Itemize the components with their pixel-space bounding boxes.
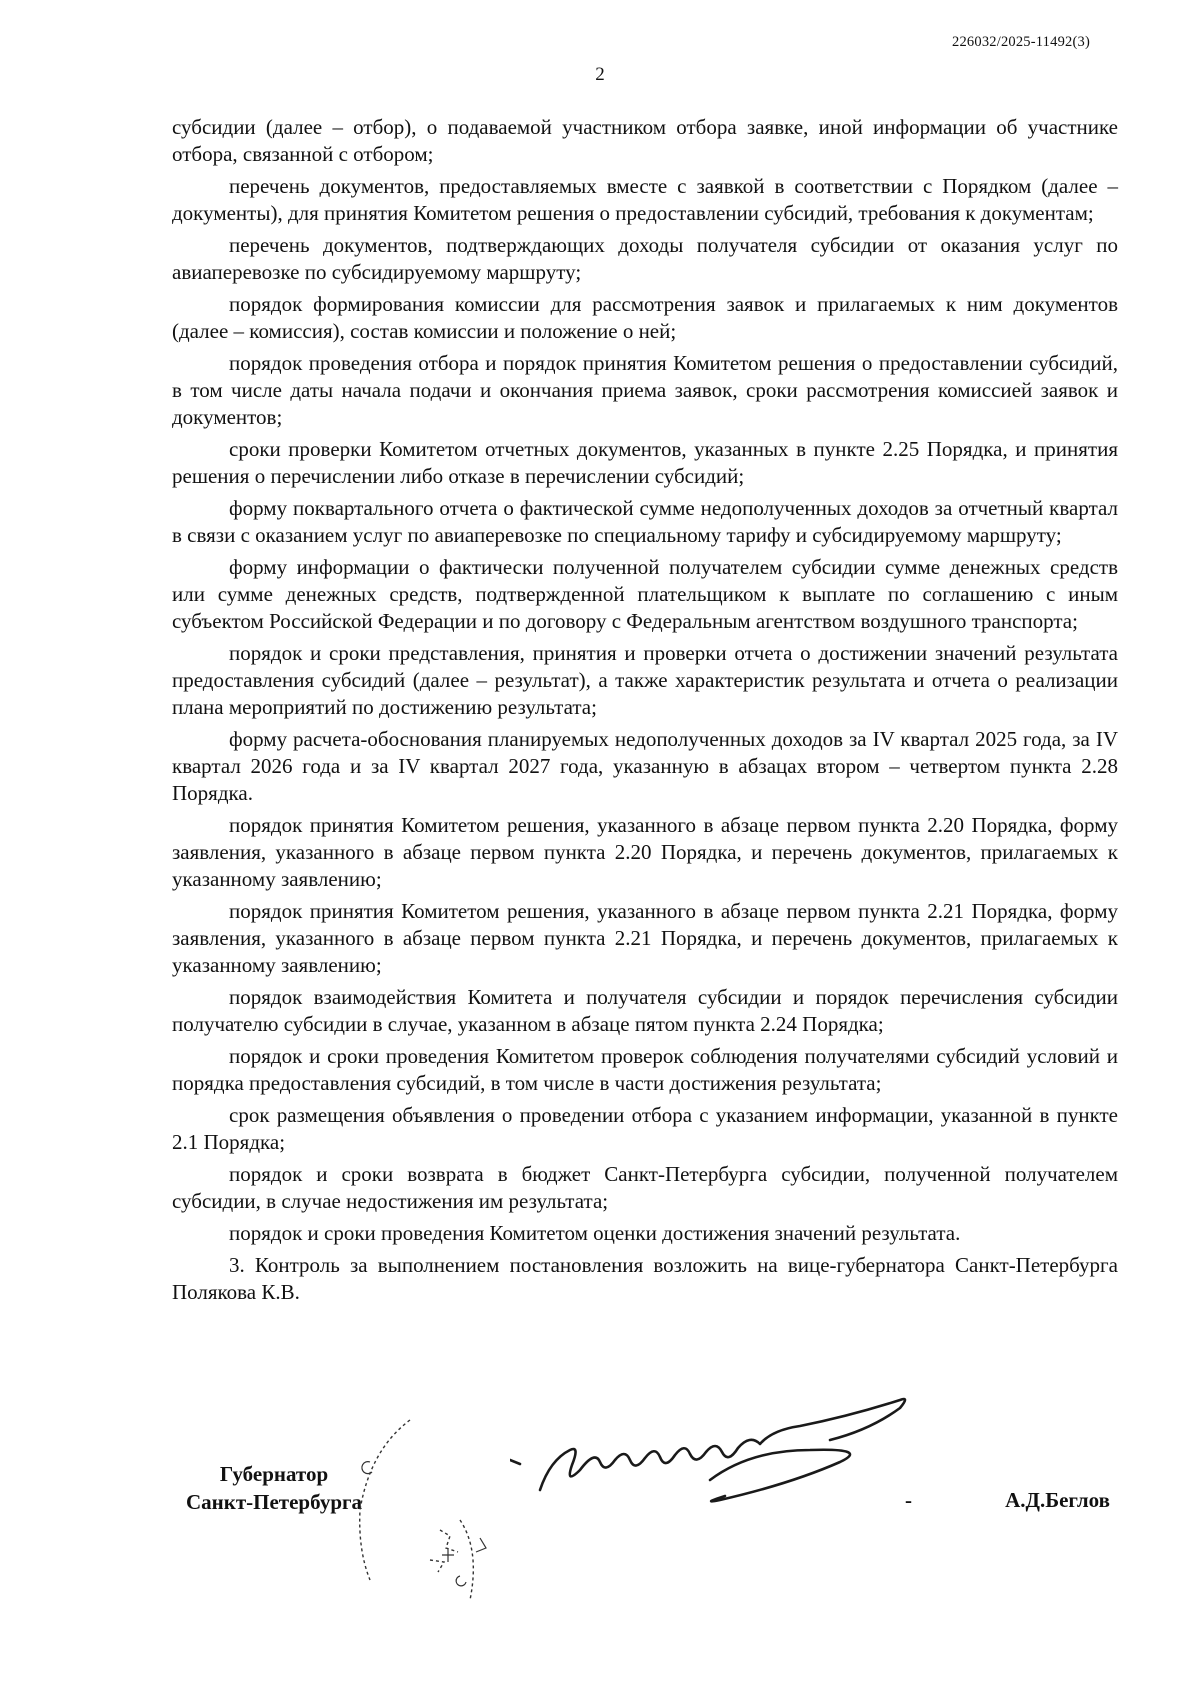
- signature-dash: -: [905, 1488, 912, 1512]
- paragraph: порядок и сроки проведения Комитетом проверок соблюдения получателями субсидий условий и порядка предоставления субсидий, в том числе в части достижения результата;: [172, 1044, 1118, 1095]
- paragraph: порядок и сроки возврата в бюджет Санкт-Петербурга субсидии, полученной получателем субсидии, в случае недостижения им результата;: [172, 1162, 1118, 1213]
- signatory-title-line: Губернатор: [219, 1462, 329, 1486]
- handwritten-signature: [510, 1390, 910, 1520]
- paragraph: порядок и сроки представления, принятия и проверки отчета о достижении значений результата предоставления субсидий (далее – результат), а также характеристик результата и отчета о реализации плана мероприятий по достижению результата;: [172, 641, 1118, 719]
- paragraph: порядок и сроки проведения Комитетом оценки достижения значений результата.: [229, 1221, 961, 1245]
- document-registration-number: 226032/2025-11492(3): [952, 34, 1090, 50]
- paragraph: сроки проверки Комитетом отчетных документов, указанных в пункте 2.25 Порядка, и принятия решения о перечислении либо отказе в перечислении субсидий;: [172, 437, 1118, 488]
- paragraph: перечень документов, предоставляемых вместе с заявкой в соответствии с Порядком (далее – документы), для принятия Комитетом решения о предоставлении субсидий, требования к документам;: [172, 174, 1118, 225]
- paragraph: порядок взаимодействия Комитета и получателя субсидии и порядок перечисления субсидии получателю субсидии в случае, указанном в абзаце пятом пункта 2.24 Порядка;: [172, 985, 1118, 1036]
- document-body: [172, 114, 1118, 1311]
- page-number: 2: [595, 64, 605, 85]
- signature-block: [0, 1390, 1200, 1650]
- paragraph: форму поквартального отчета о фактической сумме недополученных доходов за отчетный квартал в связи с оказанием услуг по авиаперевозке по специальному тарифу и субсидируемому маршруту;: [172, 496, 1118, 547]
- signatory-name: А.Д.Беглов: [1005, 1488, 1110, 1512]
- paragraph: порядок принятия Комитетом решения, указанного в абзаце первом пункта 2.21 Порядка, форму заявления, указанного в абзаце первом пункта 2.21 Порядка, и перечень документов, прилагаемых к указанному заявлению;: [172, 899, 1118, 977]
- paragraph: субсидии (далее – отбор), о подаваемой участником отбора заявке, иной информации об участнике отбора, связанной с отбором;: [172, 115, 1118, 166]
- paragraph: порядок принятия Комитетом решения, указанного в абзаце первом пункта 2.20 Порядка, форму заявления, указанного в абзаце первом пункта 2.20 Порядка, и перечень документов, прилагаемых к указанному заявлению;: [172, 813, 1118, 891]
- paragraph: порядок формирования комиссии для рассмотрения заявок и прилагаемых к ним документов (далее – комиссия), состав комиссии и положение о ней;: [172, 292, 1118, 343]
- paragraph: срок размещения объявления о проведении отбора с указанием информации, указанной в пункте 2.1 Порядка;: [172, 1103, 1118, 1154]
- paragraph: форму информации о фактически полученной получателем субсидии сумме денежных средств или сумме денежных средств, подтвержденной плательщиком к выплате по соглашению с иным субъектом Российской Федерации и по договору с Федеральным агентством воздушного транспорта;: [172, 555, 1118, 633]
- paragraph: форму расчета-обоснования планируемых недополученных доходов за IV квартал 2025 года, за IV квартал 2026 года и за IV квартал 2027 года, указанную в абзацах втором – четвертом пункта 2.28 Порядка.: [172, 727, 1118, 805]
- paragraph: перечень документов, подтверждающих доходы получателя субсидии от оказания услуг по авиаперевозке по субсидируемому маршруту;: [172, 233, 1118, 284]
- paragraph-control-clause: 3. Контроль за выполнением постановления возложить на вице-губернатора Санкт-Петербурга Полякова К.В.: [172, 1253, 1118, 1304]
- paragraph: порядок проведения отбора и порядок принятия Комитетом решения о предоставлении субсидий, в том числе даты начала подачи и окончания приема заявок, сроки рассмотрения комиссией заявок и документов;: [172, 351, 1118, 429]
- signatory-title-line: Санкт-Петербурга: [185, 1490, 363, 1514]
